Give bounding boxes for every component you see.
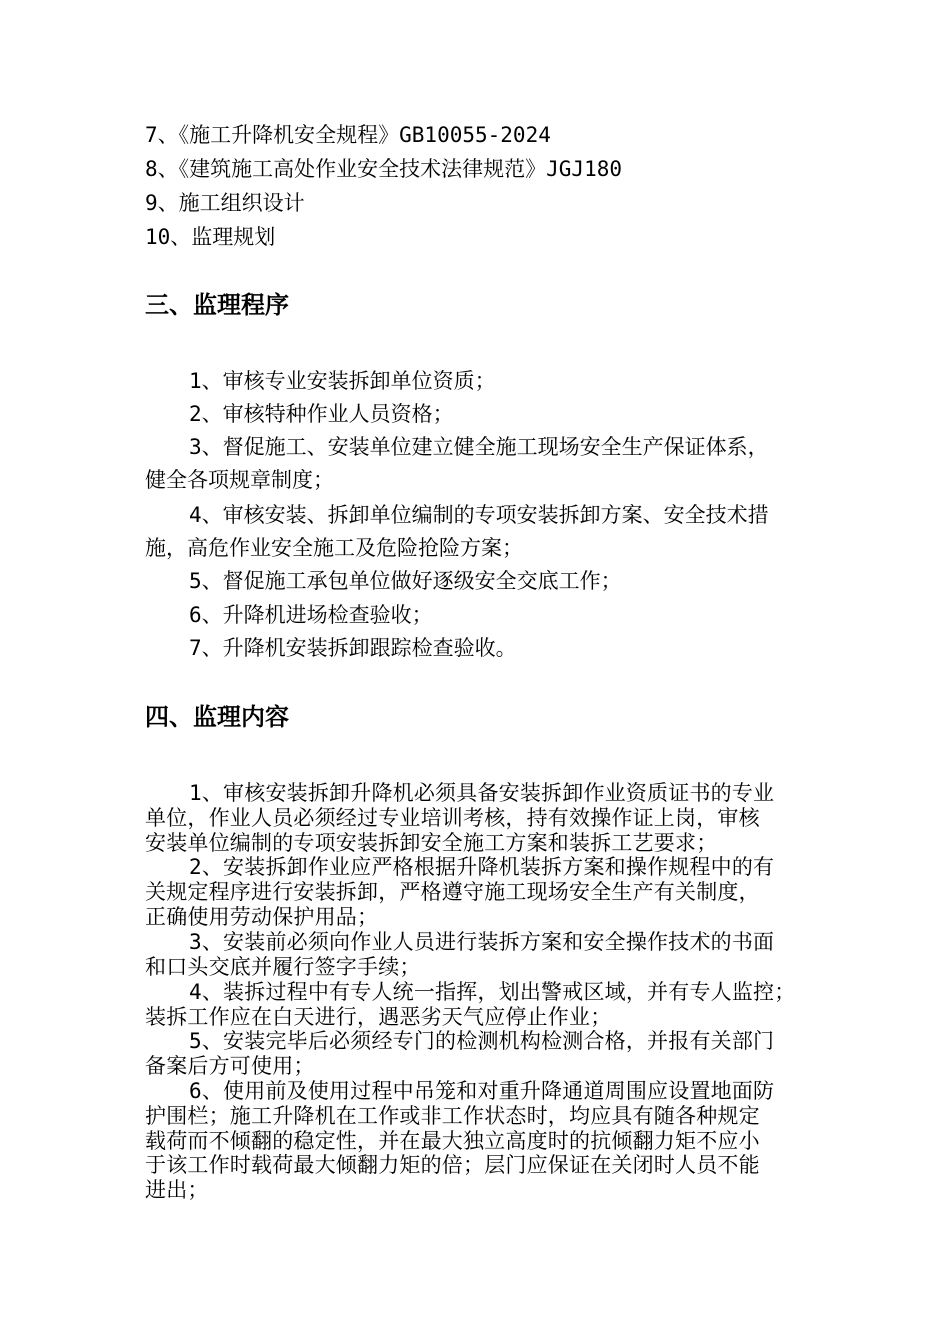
- content-line: 4、装拆过程中有专人统一指挥，划出警戒区域，并有专人监控；: [189, 980, 796, 1004]
- procedure-line: 3、督促施工、安装单位建立健全施工现场安全生产保证体系，: [189, 435, 769, 459]
- content-line: 备案后方可使用；: [145, 1054, 315, 1078]
- content-line: 6、使用前及使用过程中吊笼和对重升降通道周围应设置地面防: [189, 1079, 775, 1103]
- procedure-line: 7、升降机安装拆卸跟踪检查验收。: [189, 636, 517, 660]
- content-line: 护围栏；施工升降机在工作或非工作状态时，均应具有随各种规定: [145, 1104, 760, 1128]
- reference-item: 10、监理规划: [145, 225, 276, 249]
- content-line: 正确使用劳动保护用品；: [145, 905, 379, 929]
- content-line: 1、审核安装拆卸升降机必须具备安装拆卸作业资质证书的专业: [189, 781, 775, 805]
- content-line: 装拆工作应在白天进行，遇恶劣天气应停止作业；: [145, 1005, 612, 1029]
- content-line: 载荷而不倾翻的稳定性，并在最大独立高度时的抗倾翻力矩不应小: [145, 1129, 760, 1153]
- procedure-line: 6、升降机进场检查验收；: [189, 603, 433, 627]
- content-line: 2、安装拆卸作业应严格根据升降机装拆方案和操作规程中的有: [189, 855, 775, 879]
- procedure-line: 1、审核专业安装拆卸单位资质；: [189, 369, 496, 393]
- procedure-line: 4、审核安装、拆卸单位编制的专项安装拆卸方案、安全技术措: [189, 503, 769, 527]
- content-line: 于该工作时载荷最大倾翻力矩的倍；层门应保证在关闭时人员不能: [145, 1153, 760, 1177]
- procedure-line: 施，高危作业安全施工及危险抢险方案；: [145, 536, 523, 560]
- reference-item: 9、施工组织设计: [145, 191, 305, 215]
- content-line: 进出；: [145, 1178, 209, 1202]
- content-line: 5、安装完毕后必须经专门的检测机构检测合格，并报有关部门: [189, 1029, 775, 1053]
- reference-item: 8、《建筑施工高处作业安全技术法律规范》JGJ180: [145, 157, 622, 181]
- content-line: 3、安装前必须向作业人员进行装拆方案和安全操作技术的书面: [189, 930, 775, 954]
- procedure-line: 2、审核特种作业人员资格；: [189, 402, 454, 426]
- content-line: 安装单位编制的专项安装拆卸安全施工方案和装拆工艺要求；: [145, 831, 718, 855]
- procedure-line: 健全各项规章制度；: [145, 468, 334, 492]
- section-heading-procedure: 三、监理程序: [145, 291, 289, 319]
- content-line: 单位，作业人员必须经过专业培训考核，持有效操作证上岗，审核: [145, 806, 760, 830]
- procedure-line: 5、督促施工承包单位做好逐级安全交底工作；: [189, 569, 622, 593]
- content-line: 关规定程序进行安装拆卸，严格遵守施工现场安全生产有关制度，: [145, 880, 760, 904]
- content-line: 和口头交底并履行签字手续；: [145, 955, 421, 979]
- section-heading-content: 四、监理内容: [145, 703, 289, 731]
- reference-item: 7、《施工升降机安全规程》GB10055-2024: [145, 123, 551, 147]
